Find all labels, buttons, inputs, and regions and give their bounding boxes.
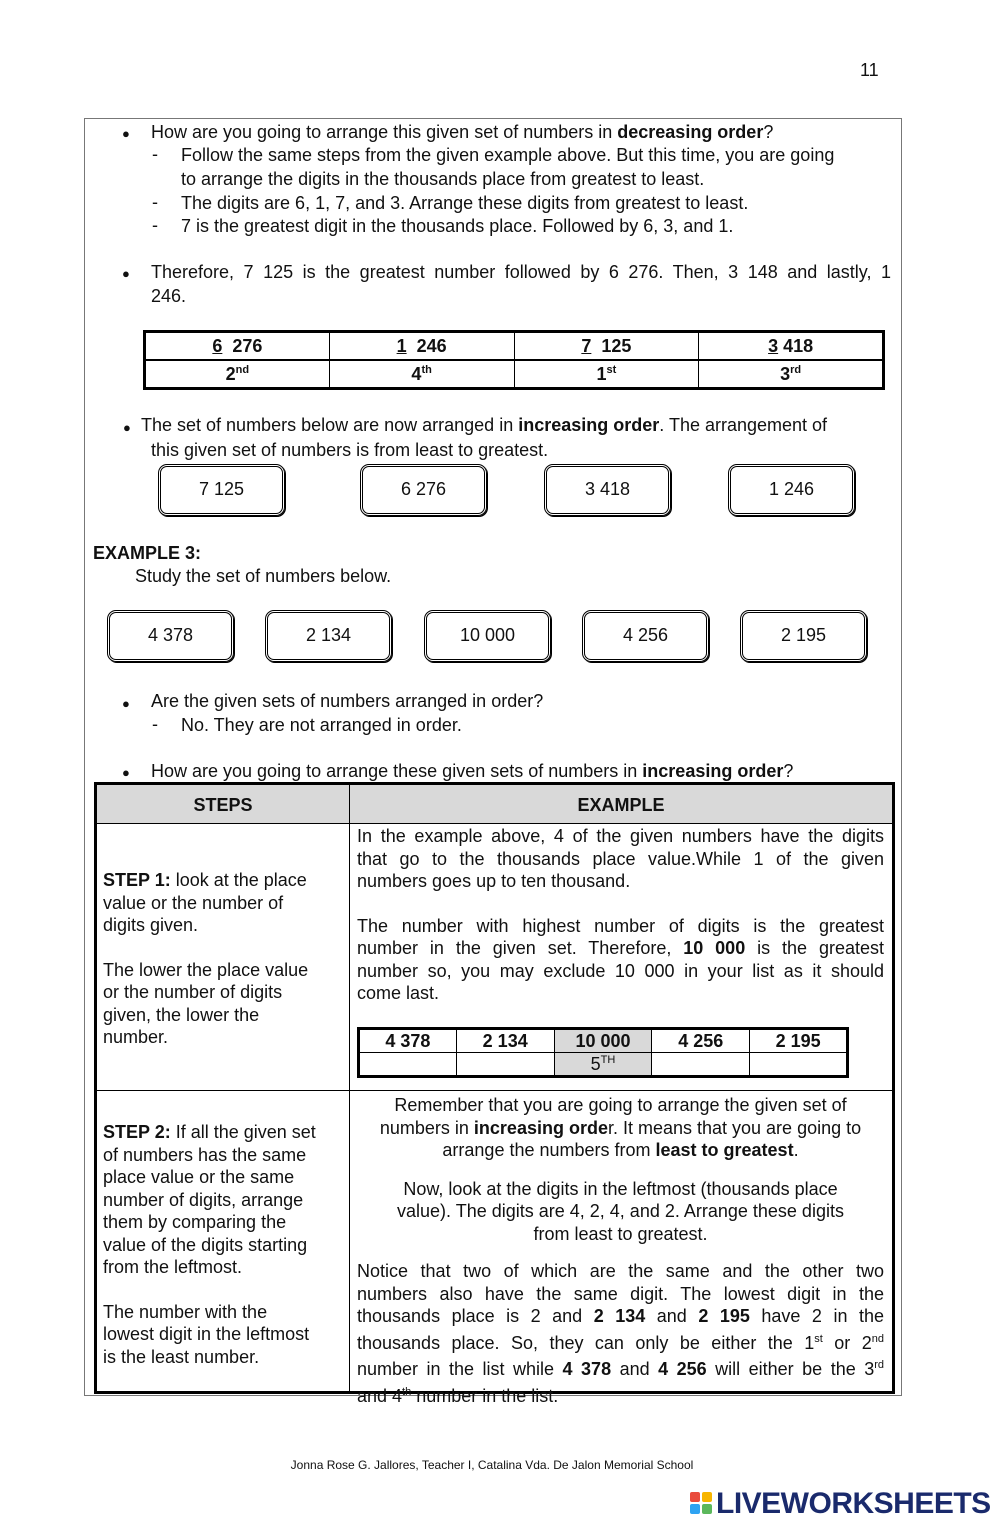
mini-rank-cell: 5TH: [554, 1053, 652, 1077]
row-divider: [97, 1090, 892, 1091]
bullet-icon: ●: [122, 696, 130, 711]
mini-number-cell: 4 256: [652, 1029, 750, 1053]
question-decreasing: How are you going to arrange this given set of numbers in decreasing order?: [151, 122, 774, 142]
mini-number-cell: 10 000: [554, 1029, 652, 1053]
mini-number-cell: 2 134: [456, 1029, 554, 1053]
increasing-text-cont: this given set of numbers is from least to greatest.: [151, 440, 549, 460]
number-box: 4 378: [107, 610, 234, 662]
bullet-icon: ●: [122, 126, 130, 141]
increasing-question: How are you going to arrange these given sets of numbers in increasing order?: [151, 761, 794, 781]
header-steps: STEPS: [97, 785, 349, 824]
number-box: 3 418: [544, 464, 671, 516]
footer-credit: Jonna Rose G. Jallores, Teacher I, Catalina Vda. De Jalon Memorial School: [290, 1458, 694, 1472]
rank-cell: 3rd: [699, 360, 884, 389]
dash-icon: -: [152, 215, 158, 235]
rank-table: [143, 330, 885, 390]
step1-text: STEP 1: look at the place value or the number of digits given. The lower the place value or the number of digits given, the lower the number.: [103, 870, 309, 1047]
header-example: EXAMPLE: [350, 785, 892, 824]
example-title: EXAMPLE 3:: [93, 543, 202, 563]
dash-icon: -: [152, 192, 158, 212]
number-box: 6 276: [360, 464, 487, 516]
rank-number-cell: 1 246: [329, 332, 514, 361]
rank-cell: 1st: [514, 360, 699, 389]
number-box: 10 000: [424, 610, 551, 662]
mini-rank-cell: [456, 1053, 554, 1077]
example2-text: Remember that you are going to arrange the given set of numbers in increasing order. It means that you are going to arrange the numbers from least to greatest. Now, look at the digits in the leftmost (thousands place value). The digits are 4, 2, 4, and 2. Arrange these digits from least to greatest. Notice that two of which are the same and the other two numbers also have the same digit. The lowest digit in the thousands place is 2 and 2 134 and 2 195 have 2 in the thousands place. So, they can only be either the 1st or 2nd number in the list while 4 378 and 4 256 will either be the 3rd and 4th number in the list.: [357, 1095, 884, 1406]
rank-number-cell: 7 125: [514, 332, 699, 361]
example-subtitle: Study the set of numbers below.: [135, 566, 392, 586]
number-box: 2 134: [265, 610, 392, 662]
mini-table: [357, 1027, 849, 1078]
mini-rank-cell: [359, 1053, 457, 1077]
order-answer: No. They are not arranged in order.: [181, 715, 462, 735]
liveworksheets-logo-icon: [690, 1492, 714, 1516]
number-box: 4 256: [582, 610, 709, 662]
steps-table: [94, 782, 895, 1406]
mini-number-cell: 2 195: [750, 1029, 848, 1053]
bullet-icon: ●: [123, 420, 131, 435]
bullet-icon: ●: [122, 266, 130, 281]
mini-rank-cell: [652, 1053, 750, 1077]
step-text: 7 is the greatest digit in the thousands place. Followed by 6, 3, and 1.: [181, 216, 734, 236]
step-text: Follow the same steps from the given example above. But this time, you are going: [181, 145, 835, 165]
rank-number-cell: 6 276: [145, 332, 330, 361]
column-divider: [349, 785, 350, 1391]
page-number: 11: [860, 60, 879, 80]
number-box: 7 125: [158, 464, 285, 516]
number-box: 1 246: [728, 464, 855, 516]
therefore-text: Therefore, 7 125 is the greatest number followed by 6 276. Then, 3 148 and lastly, 1: [151, 262, 891, 282]
step2-text: STEP 2: If all the given set of numbers has the same place value or the same number of digits, arrange them by comparing the value of the digits starting from the leftmost. The number with the lowest digit in the leftmost is the least number.: [103, 1122, 316, 1367]
dash-icon: -: [152, 714, 158, 734]
rank-cell: 2nd: [145, 360, 330, 389]
number-box: 2 195: [740, 610, 867, 662]
step-text: The digits are 6, 1, 7, and 3. Arrange these digits from greatest to least.: [181, 193, 749, 213]
rank-cell: 4th: [329, 360, 514, 389]
example1-text: In the example above, 4 of the given numbers have the digits that go to the thousands place value.While 1 of the given numbers goes up to ten thousand. The number with highest number of digits is the greatest number in the given set. Therefore, 10 000 is the greatest number so, you may exclude 10 000 in your list as it should come last.: [357, 826, 884, 1003]
therefore-text-cont: 246.: [151, 286, 187, 306]
increasing-text: The set of numbers below are now arranged in increasing order. The arrangement of: [141, 415, 828, 435]
mini-rank-cell: [750, 1053, 848, 1077]
brand-text: LIVEWORKSHEETS: [716, 1487, 991, 1520]
bullet-icon: ●: [122, 765, 130, 780]
dash-icon: -: [152, 144, 158, 164]
order-question: Are the given sets of numbers arranged in order?: [151, 691, 544, 711]
step-text: to arrange the digits in the thousands place from greatest to least.: [181, 169, 705, 189]
liveworksheets-logo[interactable]: [690, 1487, 991, 1521]
mini-number-cell: 4 378: [359, 1029, 457, 1053]
rank-number-cell: 3 418: [699, 332, 884, 361]
